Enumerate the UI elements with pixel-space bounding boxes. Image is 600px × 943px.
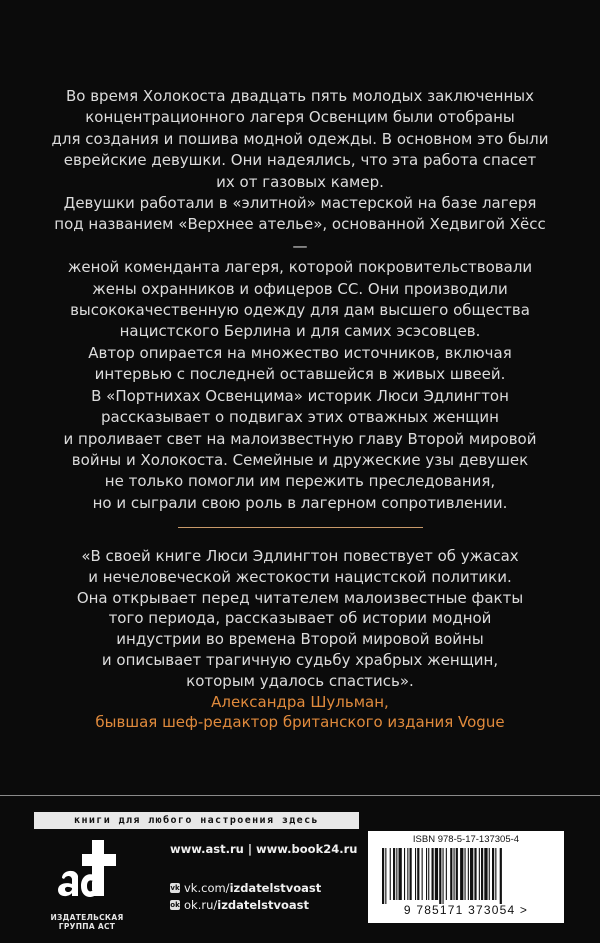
- ok-link[interactable]: [170, 898, 309, 912]
- vk-handle: izdatelstvoast: [229, 881, 322, 895]
- publisher-name: ИЗДАТЕЛЬСКАЯ ГРУППА АСТ: [50, 913, 124, 931]
- blurb-line: но и сыграли свою роль в лагерном сопротивлении.: [92, 493, 508, 512]
- publisher-slogan: книги для любого настроения здесь: [34, 812, 359, 829]
- blurb-line: и проливает свет на малоизвестную главу Второй мировой: [63, 429, 537, 448]
- blurb-line: еврейские девушки. Они надеялись, что эта работа спасет: [63, 151, 537, 170]
- isbn-number: ISBN 978-5-17-137305-4: [412, 834, 520, 845]
- barcode-digits: 9 785171 373054 >: [403, 903, 529, 917]
- quote-line: «В своей книге Люси Эдлингтон повествует об ужасах: [81, 547, 519, 565]
- blurb-line: не только помогли им пережить преследования,: [104, 472, 496, 491]
- ok-icon: ok: [170, 901, 180, 909]
- blurb-line: Девушки работали в «элитной» мастерской на базе лагеря: [63, 194, 537, 213]
- review-quote: [50, 546, 550, 733]
- blurb-line: жены охранников и офицеров СС. Они производили: [92, 279, 508, 298]
- book-blurb: [50, 86, 550, 514]
- blurb-line: интервью с последней оставшейся в живых швеей.: [94, 365, 506, 384]
- barcode-icon: [378, 848, 554, 904]
- blurb-line: высококачественную одежду для дам высшего общества: [70, 301, 530, 320]
- blurb-line: концентрационного лагеря Освенцим были отобраны: [85, 108, 515, 127]
- blurb-line: Автор опирается на множество источников, включая: [88, 343, 512, 362]
- web-links[interactable]: www.ast.ru | www.book24.ru: [170, 842, 358, 856]
- publisher-logo-block: [32, 838, 142, 931]
- vk-link[interactable]: [170, 881, 321, 895]
- blurb-line: под названием «Верхнее ателье», основанной Хедвигой Хёсс —: [54, 215, 546, 255]
- quote-line: Она открывает перед читателем малоизвестные факты: [76, 588, 524, 607]
- quote-line: и описывает трагичную судьбу храбрых женщин,: [101, 650, 499, 669]
- blurb-line: Во время Холокоста двадцать пять молодых заключенных: [65, 87, 535, 105]
- quote-line: и нечеловеческой жестокости нацистской политики.: [88, 567, 512, 586]
- ok-handle: izdatelstvoast: [217, 898, 309, 912]
- blurb-line: войны и Холокоста. Семейные и дружеские узы девушек: [71, 450, 529, 469]
- vk-domain: vk.com/: [184, 881, 230, 895]
- footer-rule: [0, 795, 600, 796]
- quote-line: индустрии во времена Второй мировой войны: [116, 630, 484, 649]
- blurb-line: нацистского Берлина и для самих эсэсовцев.: [119, 322, 481, 341]
- quote-line: которым удалось спастись».: [186, 671, 414, 690]
- ok-domain: ok.ru/: [184, 898, 218, 912]
- blurb-line: их от газовых камер.: [216, 172, 384, 191]
- quote-line: того периода, рассказывает об истории модной: [108, 609, 492, 628]
- ast-logo-icon: [54, 838, 120, 912]
- blurb-line: рассказывает о подвигах этих отважных женщин: [100, 408, 499, 427]
- blurb-line: для создания и пошива модной одежды. В основном это были: [51, 129, 549, 148]
- vk-icon: vk: [170, 884, 180, 892]
- blurb-line: В «Портнихах Освенцима» историк Люси Эдлингтон: [91, 386, 509, 405]
- quote-author-role: бывшая шеф-редактор британского издания Vogue: [95, 713, 505, 732]
- section-divider: [178, 527, 423, 528]
- blurb-line: женой коменданта лагеря, которой покровительствовали: [67, 258, 533, 277]
- isbn-barcode-box: [368, 831, 564, 923]
- quote-author: Александра Шульман,: [211, 692, 389, 711]
